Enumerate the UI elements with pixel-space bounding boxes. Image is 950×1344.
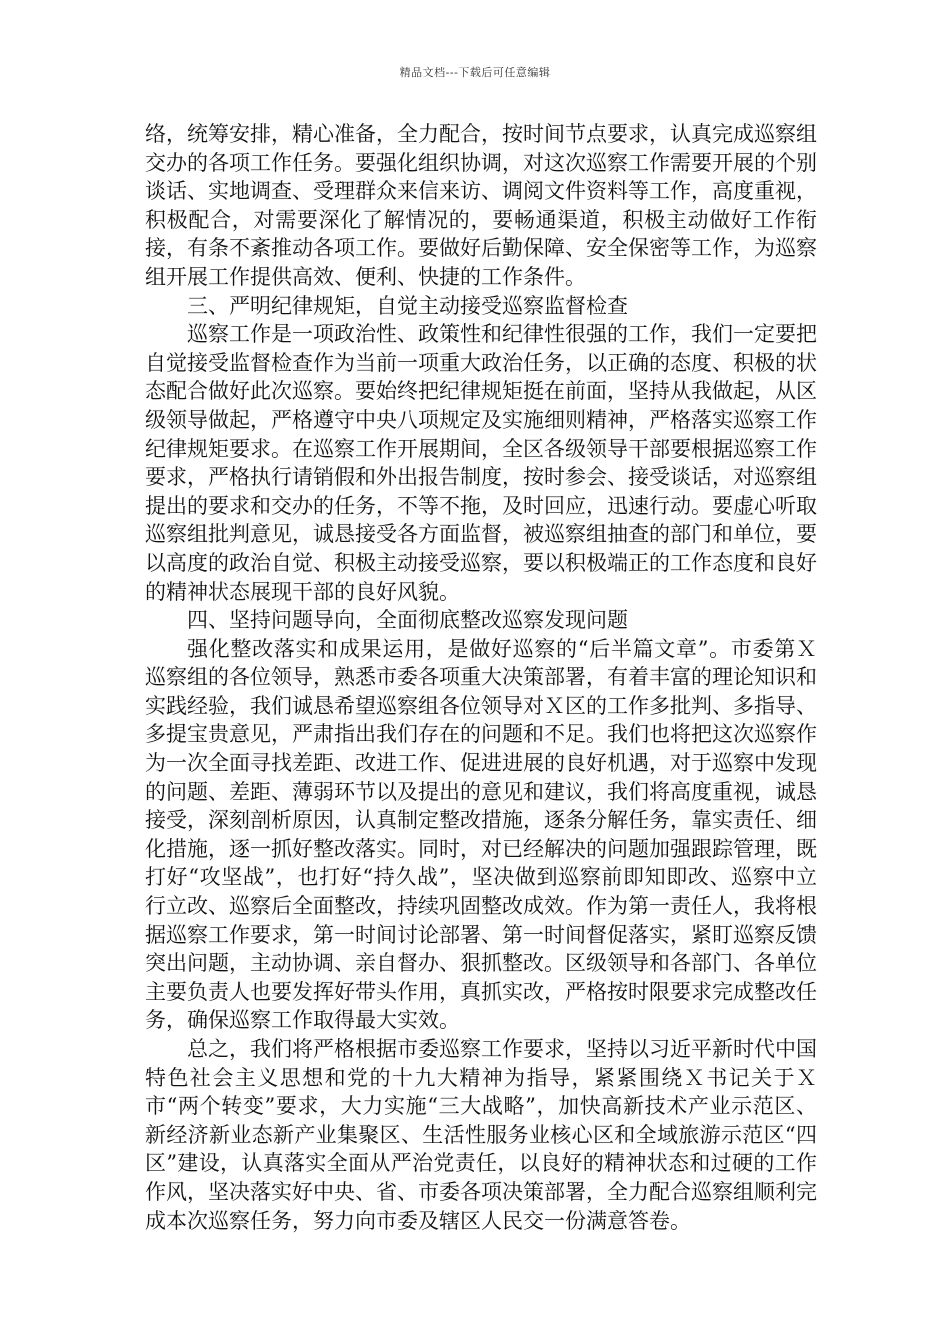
document-body xyxy=(145,120,817,1235)
paragraph-discipline: 巡察工作是一项政治性、政策性和纪律性很强的工作，我们一定要把自觉接受监督检查作为当前一项重大政治任务，以正确的态度、积极的状态配合做好此次巡察。要始终把纪律规矩挺在前面，坚持从我做起，从区级领导做起，严格遵守中央八项规定及实施细则精神，严格落实巡察工作纪律规矩要求。在巡察工作开展期间，全区各级领导干部要根据巡察工作要求，严格执行请销假和外出报告制度，按时参会、接受谈话，对巡察组提出的要求和交办的任务，不等不拖，及时回应，迅速行动。要虚心听取巡察组批判意见，诚恳接受各方面监督，被巡察组抽查的部门和单位，要以高度的政治自觉、积极主动接受巡察，要以积极端正的工作态度和良好的精神状态展现干部的良好风貌。 xyxy=(145,322,817,604)
paragraph-conclusion: 总之，我们将严格根据市委巡察工作要求，坚持以习近平新时代中国特色社会主义思想和党的十九大精神为指导，紧紧围绕Ｘ书记关于Ｘ市“两个转变”要求，大力实施“三大战略”，加快高新技术产业示范区、新经济新业态新产业集聚区、生活性服务业核心区和全域旅游示范区“四区”建设，认真落实全面从严治党责任，以良好的精神状态和过硬的工作作风，坚决落实好中央、省、市委各项决策部署，全力配合巡察组顺利完成本次巡察任务，努力向市委及辖区人民交一份满意答卷。 xyxy=(145,1037,817,1233)
paragraph-continued: 络，统筹安排，精心准备，全力配合，按时间节点要求，认真完成巡察组交办的各项工作任务。要强化组织协调，对这次巡察工作需要开展的个别谈话、实地调查、受理群众来信来访、调阅文件资料等工作，高度重视，积极配合，对需要深化了解情况的，要畅通渠道，积极主动做好工作衔接，有条不紊推动各项工作。要做好后勤保障、安全保密等工作，为巡察组开展工作提供高效、便利、快捷的工作条件。 xyxy=(145,122,817,289)
section-heading-3: 三、严明纪律规矩，自觉主动接受巡察监督检查 xyxy=(187,293,628,318)
page-header: 精品文档---下载后可任意编辑 xyxy=(399,66,551,79)
section-heading-4: 四、坚持问题导向，全面彻底整改巡察发现问题 xyxy=(187,608,628,633)
paragraph-rectification: 强化整改落实和成果运用，是做好巡察的“后半篇文章”。市委第Ｘ巡察组的各位领导，熟悉市委各项重大决策部署，有着丰富的理论知识和实践经验，我们诚恳希望巡察组各位领导对Ｘ区的工作多批判、多指导、多提宝贵意见，严肃指出我们存在的问题和不足。我们也将把这次巡察作为一次全面寻找差距、改进工作、促进进展的良好机遇，对于巡察中发现的问题、差距、薄弱环节以及提出的意见和建议，我们将高度重视，诚恳接受，深刻剖析原因，认真制定整改措施，逐条分解任务，靠实责任、细化措施，逐一抓好整改落实。同时，对已经解决的问题加强跟踪管理，既打好“攻坚战”，也打好“持久战”，坚决做到巡察前即知即改、巡察中立行立改、巡察后全面整改，持续巩固整改成效。作为第一责任人，我将根据巡察工作要求，第一时间讨论部署、第一时间督促落实，紧盯巡察反馈突出问题，主动协调、亲自督办、狠抓整改。区级领导和各部门、各单位主要负责人也要发挥好带头作用，真抓实改，严格按时限要求完成整改任务，确保巡察工作取得最大实效。 xyxy=(145,636,817,1033)
